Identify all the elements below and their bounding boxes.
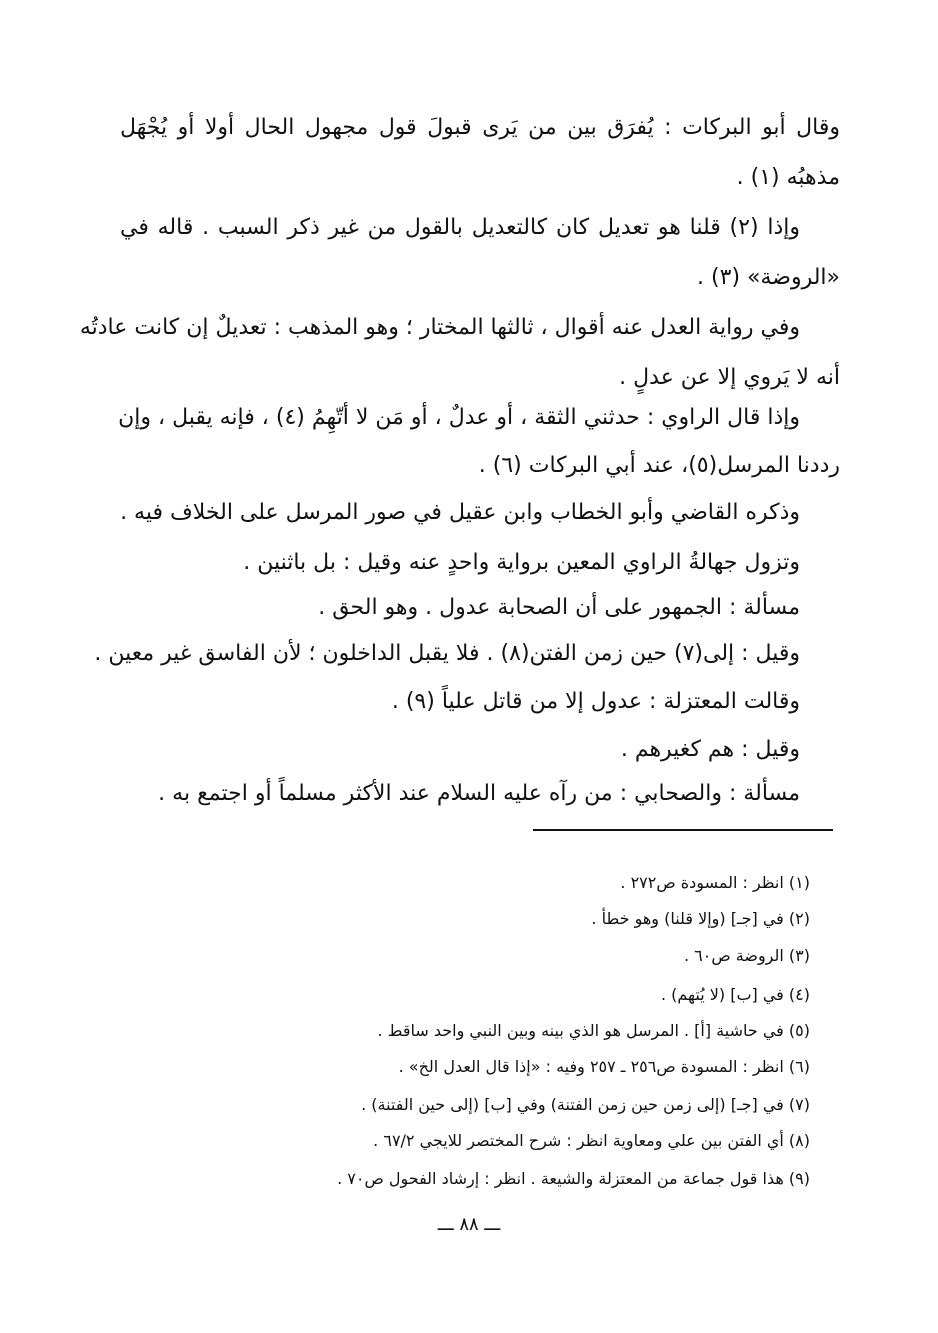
text-line: وذكره القاضي وأبو الخطاب وابن عقيل في صور المرسل على الخلاف فيه .	[120, 500, 800, 525]
footnote-separator	[533, 829, 833, 831]
footnote: (٢) في [جـ] (وإلا قلنا) وهو خطأ .	[591, 909, 810, 928]
text-line: وإذا (٢) قلنا هو تعديل كان كالتعديل بالقول من غير ذكر السبب . قاله في	[120, 215, 800, 240]
footnote: (٥) في حاشية [أ] . المرسل هو الذي بينه وبين النبي واحد ساقط .	[377, 1021, 810, 1040]
text-line: مسألة : الجمهور على أن الصحابة عدول . وهو الحق .	[318, 595, 800, 620]
text-line: أنه لا يَروي إلا عن عدلٍ .	[619, 365, 840, 390]
text-line: وإذا قال الراوي : حدثني الثقة ، أو عدلٌ ، أو مَن لا أتّهِمُ (٤) ، فإنه يقبل ، وإن	[118, 405, 800, 430]
footnote: (٤) في [ب] (لا يُتهم) .	[660, 985, 810, 1004]
text-line: رددنا المرسل(٥)، عند أبي البركات (٦) .	[478, 453, 840, 478]
footnote: (١) انظر : المسودة ص٢٧٢ .	[620, 873, 810, 892]
text-line: وتزول جهالةُ الراوي المعين برواية واحدٍ عنه وقيل : بل باثنين .	[243, 550, 800, 575]
footnote: (٣) الروضة ص٦٠ .	[684, 946, 810, 965]
text-line: «الروضة» (٣) .	[697, 265, 840, 290]
footnote: (٨) أي الفتن بين علي ومعاوية انظر : شرح المختصر للايجي ٦٧/٢ .	[373, 1131, 810, 1150]
footnote: (٦) انظر : المسودة ص٢٥٦ ـ ٢٥٧ وفيه : «إذا قال العدل الخ» .	[398, 1057, 810, 1076]
text-line: وقيل : هم كغيرهم .	[620, 737, 800, 762]
text-line: وقالت المعتزلة : عدول إلا من قاتل علياً (٩) .	[391, 689, 800, 714]
page-number: ـــ ٨٨ ـــ	[437, 1214, 501, 1235]
footnote: (٩) هذا قول جماعة من المعتزلة والشيعة . انظر : إرشاد الفحول ص٧٠ .	[337, 1169, 810, 1188]
text-line: مسألة : والصحابي : من رآه عليه السلام عند الأكثر مسلماً أو اجتمع به .	[158, 781, 800, 806]
text-line: وفي رواية العدل عنه أقوال ، ثالثها المختار ؛ وهو المذهب : تعديلٌ إن كانت عادتُه	[79, 315, 800, 340]
text-line: وقال أبو البركات : يُفرَق بين من يَرى قبولَ قول مجهول الحال أولا أو يُجْهَل	[120, 115, 840, 140]
text-line: مذهبُه (١) .	[736, 165, 840, 190]
footnote: (٧) في [جـ] (إلى زمن حين زمن الفتنة) وفي [ب] (إلى حين الفتنة) .	[361, 1095, 810, 1114]
text-line: وقيل : إلى(٧) حين زمن الفتن(٨) . فلا يقبل الداخلون ؛ لأن الفاسق غير معين .	[94, 641, 800, 666]
